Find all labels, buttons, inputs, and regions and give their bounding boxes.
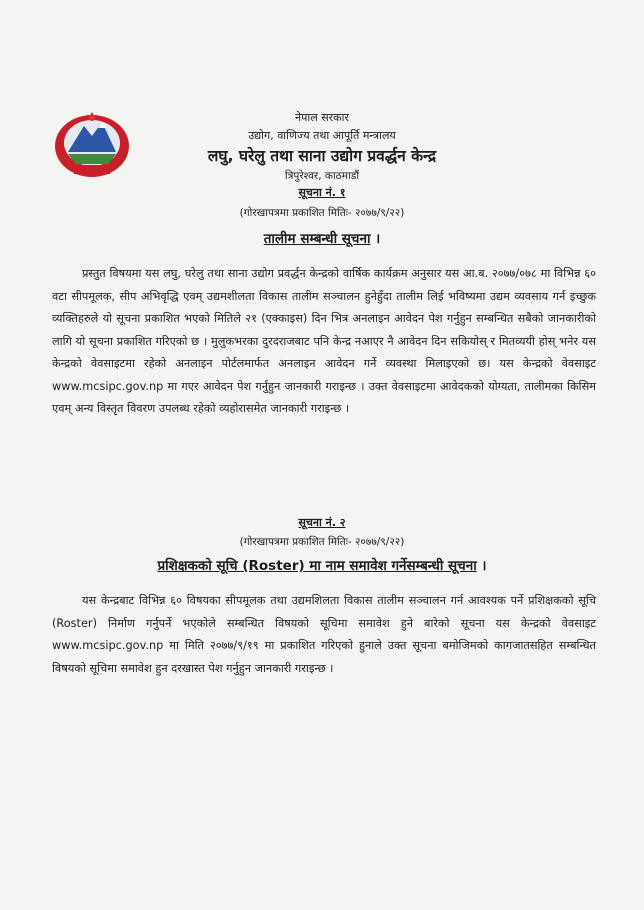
notice-1-title — [0, 229, 644, 247]
notice-2-publication-date: (गोरखापत्रमा प्रकाशित मितिः- २०७७/९/२२) — [239, 536, 405, 548]
notice-2-title — [0, 556, 644, 574]
notice-1-title-text: तालीम सम्बन्धी सूचना — [263, 231, 371, 247]
notice-2-number: सूचना नं. २ — [298, 516, 346, 529]
notice-1-publication-date: (गोरखापत्रमा प्रकाशित मितिः- २०७७/९/२२) — [239, 207, 405, 219]
notice-1-body: प्रस्तुत विषयमा यस लघु, घरेलु तथा साना उद्योग प्रवर्द्धन केन्द्रको वार्षिक कार्यक्रम अनुसार यस आ.ब. २०७७/०७८ मा विभिन्न ६० वटा सीपमूलक, सीप अभिवृद्धि एवम् उद्यमशीलता विकास तालीम सञ्चालन हुनेहुँदा तालीम लिई भविष्यमा उद्यम व्यवसाय गर्न इच्छुक व्यक्तिहरुले यो सूचना प्रकाशित भएको मितिले २१ (एक्काइस) दिन भित्र अनलाइन आवेदन पेश गर्नुहुन सम्बन्धित सबैको जानकारीको लागि यो सूचना प्रकाशित गरिएको छ । मुलुकभरका दुरदराजबाट पनि केन्द्र नआएर नै आवेदन दिन सकियोस् र मितव्ययी होस् भनेर यस केन्द्रको वेवसाइटमा रहेको अनलाइन पोर्टलमार्फत अनलाइन आवेदन गर्ने व्यवस्था मिलाइएको छ। यस केन्द्रको वेवसाइट www.mcsipc.gov.np मा गएर आवेदन पेश गर्नुहुन जानकारी गराइन्छ । उक्त वेवसाइटमा आवेदकको योग्यता, तालीमका किसिम एवम् अन्य विस्तृत विवरण उपलब्ध रहेको व्यहोरासमेत जानकारी गराइन्छ । — [52, 267, 596, 415]
organization-name: लघु, घरेलु तथा साना उद्योग प्रवर्द्धन केन्द्र — [207, 147, 437, 165]
ministry-name: उद्योग, वाणिज्य तथा आपूर्ति मन्त्रालय — [248, 129, 396, 142]
notice-1-title-end: । — [370, 231, 381, 247]
notice-2-body: यस केन्द्रबाट विभिन्न ६० विषयका सीपमूलक तथा उद्यमशिलता विकास तालीम सञ्चालन गर्न आवश्यक पर्ने प्रशिक्षकको सूचि (Roster) निर्माण गर्नुपर्ने भएकोले सम्बन्धित विषयको सूचिमा समावेश हुने बारेको सूचना यस केन्द्रको वेवसाइट www.mcsipc.gov.np मा मिति २०७७/९/१९ मा प्रकाशित गरिएको हुनाले उक्त सूचना बमोजिमको कागजातसहित सम्बन्धित विषयको सूचिमा समावेश हुन दरखास्त पेश गर्नुहुन जानकारी गराइन्छ । — [52, 594, 596, 675]
government-name: नेपाल सरकार — [295, 111, 349, 124]
notice-2-title-text: प्रशिक्षकको सूचि (Roster) मा नाम समावेश गर्नेसम्बन्धी सूचना — [157, 558, 477, 574]
notice-2-title-end: । — [476, 558, 487, 574]
address: त्रिपुरेश्वर, काठमाडौं — [284, 170, 360, 182]
notice-1-number: सूचना नं. १ — [298, 186, 346, 199]
